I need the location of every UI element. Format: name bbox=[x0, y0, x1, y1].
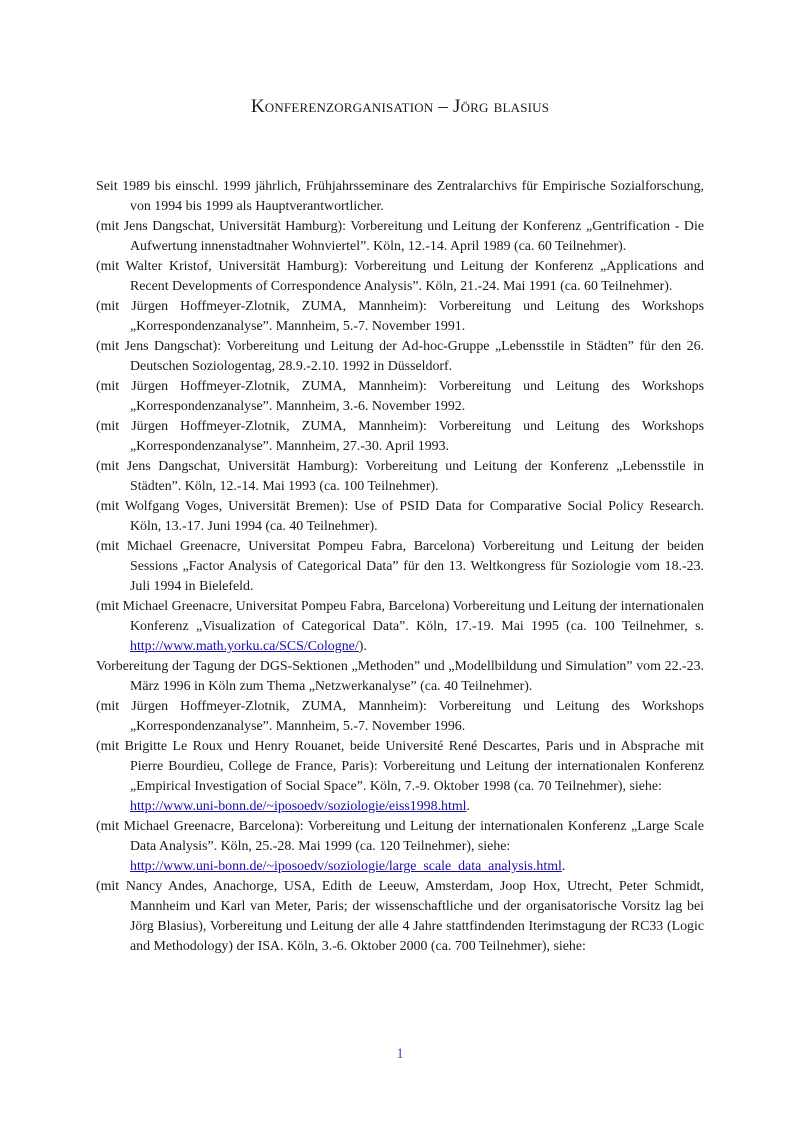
list-item bbox=[96, 877, 704, 957]
entry-text: Vorbereitung der Tagung der DGS-Sektionen „Methoden” und „Modellbildung und Simulation” vom 22.-23. März 1996 in Köln zum Thema „Netzwerkanalyse” (ca. 40 Teilnehmer). bbox=[96, 659, 704, 694]
list-item bbox=[96, 697, 704, 737]
list-item bbox=[96, 177, 704, 217]
list-item bbox=[96, 537, 704, 597]
list-item bbox=[96, 597, 704, 657]
entry-text: (mit Michael Greenacre, Universitat Pompeu Fabra, Barcelona) Vorbereitung und Leitung der beiden Sessions „Factor Analysis of Categorical Data” für den 13. Weltkongress für Soziologie vom 18.-23. Juli 1994 in Bielefeld. bbox=[96, 539, 704, 594]
list-item bbox=[96, 377, 704, 417]
entry-text-after: . bbox=[561, 859, 566, 874]
page-title: Konferenzorganisation – Jörg blasius bbox=[250, 96, 550, 117]
entry-text: (mit Jürgen Hoffmeyer-Zlotnik, ZUMA, Mannheim): Vorbereitung und Leitung des Workshops „Korrespondenzanalyse”. Mannheim, 5.-7. November 1996. bbox=[96, 699, 704, 734]
entry-text: (mit Jens Dangschat, Universität Hamburg): Vorbereitung und Leitung der Konferenz „Gentrification - Die Aufwertung innenstadtnaher Wohnviertel”. Köln, 12.-14. April 1989 (ca. 60 Teilnehmer). bbox=[96, 219, 704, 254]
list-item bbox=[96, 217, 704, 257]
list-item bbox=[96, 457, 704, 497]
list-item bbox=[96, 817, 704, 877]
entry-text: (mit Jürgen Hoffmeyer-Zlotnik, ZUMA, Mannheim): Vorbereitung und Leitung des Workshops „Korrespondenzanalyse”. Mannheim, 27.-30. April 1993. bbox=[96, 419, 704, 454]
list-item bbox=[96, 257, 704, 297]
entry-text: (mit Jürgen Hoffmeyer-Zlotnik, ZUMA, Mannheim): Vorbereitung und Leitung des Workshops „Korrespondenzanalyse”. Mannheim, 5.-7. November 1991. bbox=[96, 299, 704, 334]
list-item bbox=[96, 417, 704, 457]
entry-text: (mit Walter Kristof, Universität Hamburg): Vorbereitung und Leitung der Konferenz „Applications and Recent Developments of Correspondence Analysis”. Köln, 21.-24. Mai 1991 (ca. 60 Teilnehmer). bbox=[96, 259, 704, 294]
list-item bbox=[96, 497, 704, 537]
entry-text: (mit Jens Dangschat, Universität Hamburg): Vorbereitung und Leitung der Konferenz „Lebensstile in Städten”. Köln, 12.-14. Mai 1993 (ca. 100 Teilnehmer). bbox=[96, 459, 704, 494]
entry-text: (mit Jens Dangschat): Vorbereitung und Leitung der Ad-hoc-Gruppe „Lebensstile in Städten” für den 26. Deutschen Soziologentag, 28.9.-2.10. 1992 in Düsseldorf. bbox=[96, 339, 704, 374]
cologne-conference-link[interactable]: http://www.math.yorku.ca/SCS/Cologne/ bbox=[130, 639, 359, 654]
entry-text: Seit 1989 bis einschl. 1999 jährlich, Frühjahrsseminare des Zentralarchivs für Empirische Sozialforschung, von 1994 bis 1999 als Hauptverantwortlicher. bbox=[96, 179, 704, 214]
entry-text: (mit Michael Greenacre, Barcelona): Vorbereitung und Leitung der internationalen Konferenz „Large Scale Data Analysis”. Köln, 25.-28. Mai 1999 (ca. 120 Teilnehmer), siehe: bbox=[96, 819, 704, 854]
entry-text-after: . bbox=[466, 799, 470, 814]
list-item bbox=[96, 297, 704, 337]
entry-text: (mit Jürgen Hoffmeyer-Zlotnik, ZUMA, Mannheim): Vorbereitung und Leitung des Workshops „Korrespondenzanalyse”. Mannheim, 3.-6. November 1992. bbox=[96, 379, 704, 414]
large-scale-data-analysis-link[interactable]: http://www.uni-bonn.de/~iposoedv/soziologie/large_scale_data_analysis.html bbox=[130, 859, 562, 874]
entry-text: (mit Nancy Andes, Anachorge, USA, Edith de Leeuw, Amsterdam, Joop Hox, Utrecht, Peter Schmidt, Mannheim und Karl van Meter, Paris; der wissenschaftliche und der organisatorische Vorsitz lag bei Jörg Blasius), Vorbereitung und Leitung der alle 4 Jahre stattfindenden Iterimstagung der RC33 (Logic and Methodology) der ISA. Köln, 3.-6. Oktober 2000 (ca. 700 Teilnehmer), siehe: bbox=[96, 879, 704, 954]
list-item bbox=[96, 337, 704, 377]
entry-text: (mit Brigitte Le Roux und Henry Rouanet, beide Université René Descartes, Paris und in Absprache mit Pierre Bourdieu, College de France, Paris): Vorbereitung und Leitung der internationalen Konferenz „Empirical Investigation of Social Space”. Köln, 7.-9. Oktober 1998 (ca. 70 Teilnehmer), siehe: bbox=[96, 739, 704, 794]
list-item bbox=[96, 737, 704, 817]
eiss1998-link[interactable]: http://www.uni-bonn.de/~iposoedv/soziologie/eiss1998.html bbox=[130, 799, 467, 814]
entry-text: (mit Michael Greenacre, Universitat Pompeu Fabra, Barcelona) Vorbereitung und Leitung der internationalen Konferenz „Visualization of Categorical Data”. Köln, 17.-19. Mai 1995 (ca. 100 Teilnehmer, s. bbox=[96, 599, 704, 634]
entry-list bbox=[96, 177, 704, 957]
entry-text: (mit Wolfgang Voges, Universität Bremen): Use of PSID Data for Comparative Social Policy Research. Köln, 13.-17. Juni 1994 (ca. 40 Teilnehmer). bbox=[96, 499, 704, 534]
page-number: 1 bbox=[396, 1046, 404, 1062]
list-item bbox=[96, 657, 704, 697]
entry-text-after: ). bbox=[358, 639, 367, 654]
